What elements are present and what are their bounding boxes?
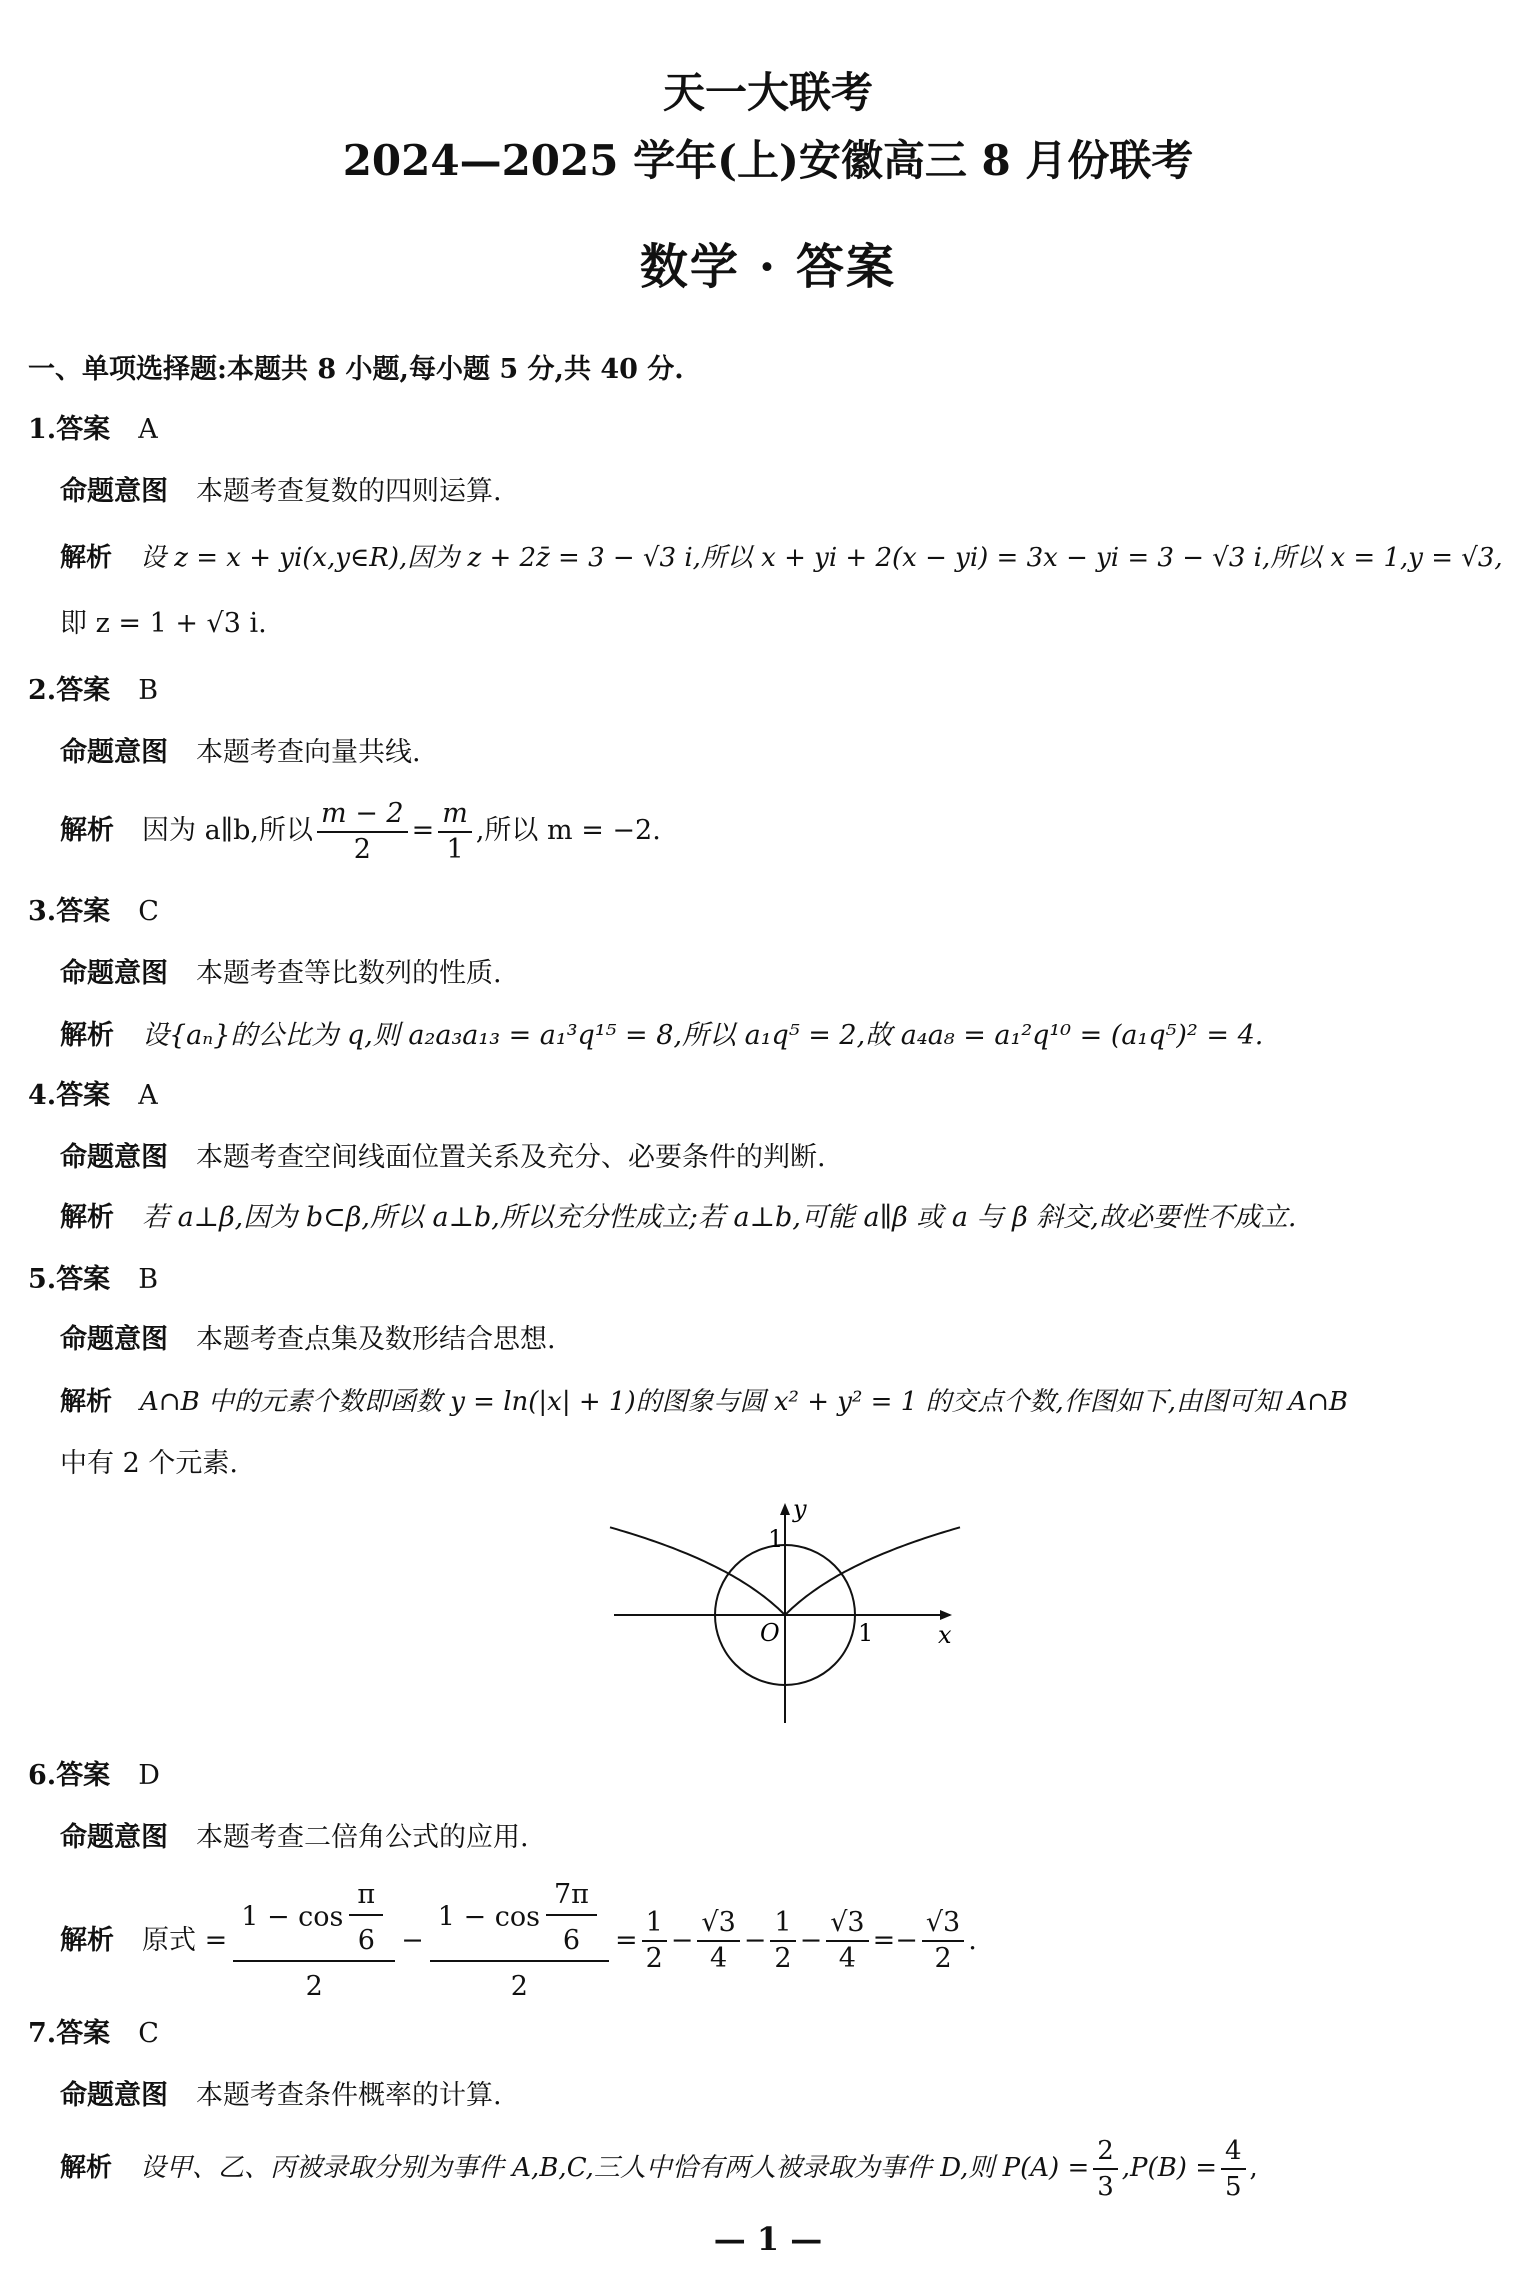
q3-number: 3. (28, 896, 57, 927)
q2-frac1-num: m − 2 (317, 797, 408, 833)
q6-equals-1: = (614, 1925, 638, 1956)
q4-answer-line (28, 1078, 158, 1114)
q6-fraction-2 (430, 1878, 609, 2004)
q1-intent-label: 命题意图 (60, 476, 168, 507)
q5-intent-text: 本题考查点集及数形结合思想. (196, 1324, 556, 1355)
q6-f2-six: 6 (562, 1925, 581, 1956)
q3-analysis-label: 解析 (60, 1020, 114, 1051)
q6-result-den: 2 (934, 1943, 952, 1974)
q2-equals: = (411, 815, 435, 846)
q6-half-2-num: 1 (770, 1906, 795, 1942)
x-axis-label: x (938, 1621, 952, 1649)
q7-answer-value: C (138, 2018, 159, 2049)
q2-frac1-den: 2 (353, 833, 371, 865)
q6-analysis-line (60, 1878, 977, 2004)
origin-label: O (760, 1619, 780, 1647)
q6-minus-3: − (743, 1925, 767, 1956)
q6-pre: 原式 = (142, 1925, 228, 1956)
section-heading: 一、单项选择题:本题共 8 小题,每小题 5 分,共 40 分. (28, 354, 684, 385)
y-axis-arrow (780, 1503, 790, 1515)
q5-number: 5. (28, 1264, 57, 1295)
q5-analysis-text: A∩B 中的元素个数即函数 y = ln(|x| + 1)的图象与圆 x² + y² = 1 的交点个数,作图如下,由图可知 A∩B (140, 1387, 1348, 1417)
q2-fraction-2 (438, 797, 472, 867)
q6-f1-pi: π (349, 1878, 383, 1916)
q6-frac2-den: 2 (510, 1971, 528, 2002)
q5-intent-line (60, 1322, 556, 1358)
q1-number: 1. (28, 414, 57, 445)
q4-answer-value: A (138, 1080, 158, 1111)
q5-answer-label: 答案 (56, 1264, 111, 1295)
q1-answer-line (28, 412, 158, 448)
q7-intent-line (60, 2078, 502, 2114)
q6-f1-text: 1 − cos (241, 1901, 344, 1933)
q6-end: . (968, 1925, 977, 1956)
q6-minus-1: − (401, 1925, 424, 1956)
q2-frac2-den: 1 (446, 833, 464, 865)
q1-analysis-line-2: 即 z = 1 + √3 i. (60, 608, 267, 639)
q6-root-1 (697, 1906, 739, 1976)
q6-root-1-den: 4 (709, 1943, 728, 1974)
q6-intent-label: 命题意图 (60, 1822, 168, 1853)
q5-answer-line (28, 1262, 158, 1298)
q4-answer-label: 答案 (56, 1080, 111, 1111)
q6-frac1-num (233, 1878, 395, 1962)
q7-pa-frac (1093, 2134, 1118, 2204)
q2-analysis-line (60, 796, 661, 867)
q6-number: 6. (28, 1760, 57, 1791)
q3-intent-text: 本题考查等比数列的性质. (196, 958, 502, 989)
q5-figure (600, 1495, 970, 1735)
q6-half-2-den: 2 (774, 1943, 792, 1974)
exam-org-title: 天一大联考 (662, 68, 873, 117)
q4-analysis-text: 若 a⊥β,因为 b⊂β,所以 a⊥b,所以充分性成立;若 a⊥b,可能 a∥β 或 a 与 β 斜交,故必要性不成立. (142, 1202, 1297, 1233)
q6-root-2 (826, 1906, 868, 1976)
q6-minus-2: − (670, 1925, 694, 1956)
q7-analysis-pre: 设甲、乙、丙被录取分别为事件 A,B,C,三人中恰有两人被录取为事件 D,则 P(A) = (140, 2153, 1090, 2183)
q2-intent-label: 命题意图 (60, 737, 168, 768)
q1-intent-text: 本题考查复数的四则运算. (196, 476, 502, 507)
q2-number: 2. (28, 675, 57, 706)
q6-root-2-den: 4 (838, 1943, 856, 1974)
x-axis-arrow (940, 1610, 952, 1620)
q3-intent-label: 命题意图 (60, 958, 168, 989)
q2-analysis-label: 解析 (60, 815, 114, 846)
q1-answer-label: 答案 (56, 414, 111, 445)
q6-intent-text: 本题考查二倍角公式的应用. (196, 1822, 529, 1853)
q4-intent-text: 本题考查空间线面位置关系及充分、必要条件的判断. (196, 1142, 826, 1173)
q7-analysis-mid: ,P(B) = (1121, 2153, 1217, 2183)
q6-f2-text: 1 − cos (437, 1901, 540, 1933)
q6-minus-4: − (799, 1925, 823, 1956)
q5-analysis-line-2: 中有 2 个元素. (60, 1448, 238, 1479)
q3-intent-line (60, 956, 502, 992)
q6-half-1 (642, 1906, 667, 1976)
q6-answer-line (28, 1758, 160, 1794)
q7-analysis-label: 解析 (60, 2153, 113, 2183)
x-tick-one: 1 (858, 1619, 874, 1647)
q6-equals-2: = (872, 1925, 896, 1956)
q7-analysis-line (60, 2132, 1258, 2204)
q3-answer-label: 答案 (56, 896, 111, 927)
q6-f1-pi-frac (349, 1878, 383, 1958)
q6-answer-label: 答案 (56, 1760, 111, 1791)
y-tick-one: 1 (768, 1525, 784, 1553)
q7-intent-label: 命题意图 (60, 2080, 168, 2111)
q7-pb-num: 4 (1221, 2134, 1246, 2170)
q4-analysis-label: 解析 (60, 1202, 114, 1233)
q7-analysis-end: , (1249, 2153, 1258, 2183)
q6-root-1-num: √3 (697, 1906, 739, 1942)
y-axis-label: y (793, 1495, 807, 1523)
q7-answer-label: 答案 (56, 2018, 111, 2049)
q2-frac2-num: m (438, 797, 472, 833)
q6-intent-line (60, 1820, 529, 1856)
q6-root-2-num: √3 (826, 1906, 868, 1942)
q6-half-1-den: 2 (645, 1943, 663, 1974)
q6-frac2-num (430, 1878, 609, 1962)
q3-analysis-text: 设{aₙ}的公比为 q,则 a₂a₃a₁₃ = a₁³q¹⁵ = 8,所以 a₁q⁵ = 2,故 a₄a₈ = a₁²q¹⁰ = (a₁q⁵)² = 4. (142, 1020, 1264, 1051)
q2-answer-line (28, 673, 158, 709)
q1-analysis-label: 解析 (60, 543, 113, 573)
q7-pa-num: 2 (1093, 2134, 1118, 2170)
q6-result-num: √3 (922, 1906, 964, 1942)
q7-intent-text: 本题考查条件概率的计算. (196, 2080, 502, 2111)
q2-analysis-pre: 因为 a∥b,所以 (142, 815, 314, 846)
q6-f2-pi: 7π (546, 1878, 597, 1916)
page-number: — 1 — (713, 2220, 823, 2258)
q5-analysis-line (60, 1384, 1348, 1420)
q6-f1-six: 6 (357, 1925, 375, 1956)
q5-intent-label: 命题意图 (60, 1324, 168, 1355)
q7-pa-den: 3 (1097, 2172, 1114, 2202)
q4-analysis-line (60, 1200, 1296, 1236)
q2-intent-line (60, 735, 421, 771)
q2-answer-label: 答案 (56, 675, 111, 706)
q6-half-1-num: 1 (642, 1906, 667, 1942)
q2-intent-text: 本题考查向量共线. (196, 737, 421, 768)
q6-fraction-1 (233, 1878, 395, 2004)
q7-answer-line (28, 2016, 159, 2052)
q1-analysis-line (60, 540, 1503, 576)
q6-result (922, 1906, 964, 1976)
q7-pb-den: 5 (1225, 2172, 1242, 2202)
q6-minus-5: − (895, 1925, 918, 1956)
q2-fraction-1 (317, 797, 408, 867)
q6-frac1-den: 2 (305, 1971, 323, 2002)
q1-intent-line (60, 474, 502, 510)
q4-number: 4. (28, 1080, 57, 1111)
q6-analysis-label: 解析 (60, 1925, 114, 1956)
q7-number: 7. (28, 2018, 57, 2049)
q7-pb-frac (1221, 2134, 1246, 2204)
q1-answer-value: A (138, 414, 158, 445)
q3-answer-value: C (138, 896, 159, 927)
q6-answer-value: D (138, 1760, 160, 1791)
q5-analysis-label: 解析 (60, 1387, 113, 1417)
q6-f2-pi-frac (546, 1878, 597, 1958)
q3-analysis-line (60, 1018, 1263, 1054)
q1-analysis-text: 设 z = x + yi(x,y∈R),因为 z + 2z̄ = 3 − √3 i,所以 x + yi + 2(x − yi) = 3x − yi = 3 − √3 i,所以 x = 1,y = √3, (140, 543, 1503, 573)
q6-half-2 (770, 1906, 795, 1976)
document-title: 数学 · 答案 (639, 239, 897, 295)
q4-intent-label: 命题意图 (60, 1142, 168, 1173)
q4-intent-line (60, 1140, 826, 1176)
q2-analysis-post: ,所以 m = −2. (475, 815, 661, 846)
q5-answer-value: B (138, 1264, 159, 1295)
q3-answer-line (28, 894, 159, 930)
q2-answer-value: B (138, 675, 159, 706)
exam-title: 2024—2025 学年(上)安徽高三 8 月份联考 (342, 136, 1194, 185)
